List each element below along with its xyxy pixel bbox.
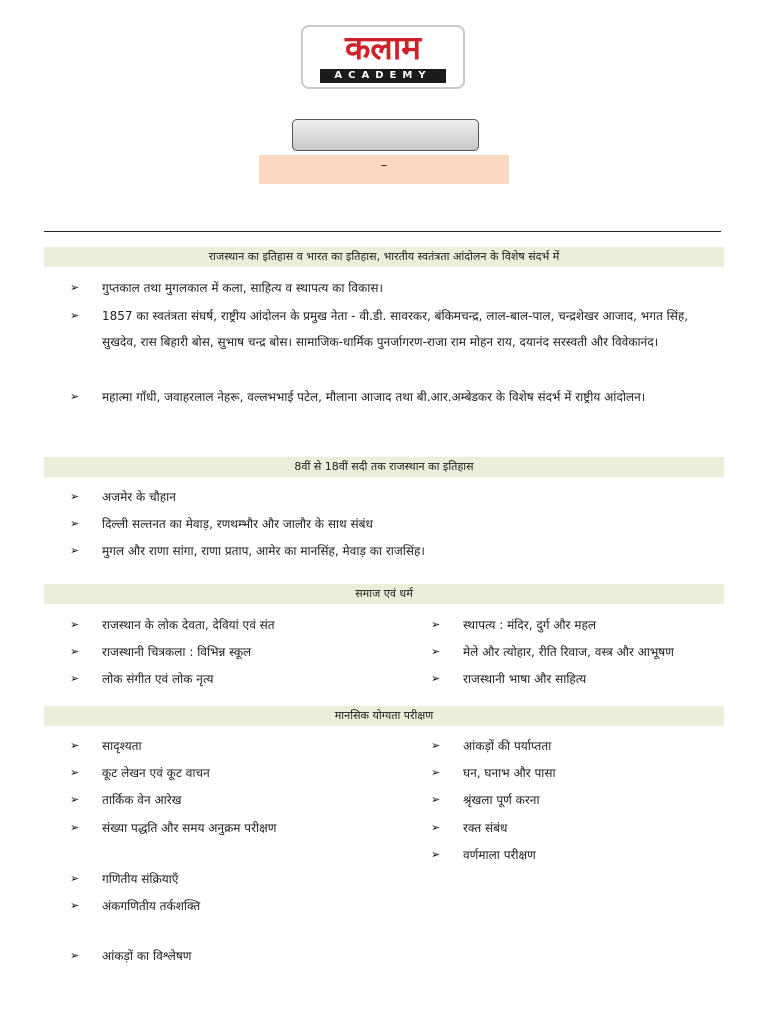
title-box: [292, 119, 479, 151]
section-header-society-religion: समाज एवं धर्म: [44, 584, 724, 604]
subtitle-box: [259, 155, 509, 184]
bullet-arrow-icon: ➢: [70, 281, 80, 294]
bullet-arrow-icon: ➢: [70, 821, 80, 834]
logo-main-text: कलाम: [345, 28, 421, 67]
bullet-arrow-icon: ➢: [70, 672, 80, 685]
bullet-arrow-icon: ➢: [70, 490, 80, 503]
academy-logo: [301, 25, 465, 89]
bullet-arrow-icon: ➢: [431, 618, 441, 631]
section-header-history: राजस्थान का इतिहास व भारत का इतिहास, भारतीय स्वतंत्रता आंदोलन के विशेष संदर्भ में: [44, 247, 724, 267]
bullet-arrow-icon: ➢: [70, 645, 80, 658]
bullet-arrow-icon: ➢: [70, 899, 80, 912]
subtitle-dash: –: [380, 158, 388, 173]
bullet-arrow-icon: ➢: [70, 618, 80, 631]
bullet-arrow-icon: ➢: [70, 793, 80, 806]
horizontal-divider: [44, 231, 721, 232]
bullet-arrow-icon: ➢: [431, 766, 441, 779]
bullet-arrow-icon: ➢: [431, 821, 441, 834]
bullet-arrow-icon: ➢: [70, 739, 80, 752]
bullet-arrow-icon: ➢: [70, 872, 80, 885]
bullet-arrow-icon: ➢: [70, 309, 80, 322]
bullet-arrow-icon: ➢: [70, 390, 80, 403]
logo-sub-text: ACADEMY: [320, 69, 446, 83]
bullet-arrow-icon: ➢: [70, 949, 80, 962]
bullet-arrow-icon: ➢: [431, 672, 441, 685]
bullet-arrow-icon: ➢: [70, 544, 80, 557]
bullet-arrow-icon: ➢: [431, 645, 441, 658]
bullet-arrow-icon: ➢: [431, 739, 441, 752]
section-header-rajasthan-history: 8वीं से 18वीं सदी तक राजस्थान का इतिहास: [44, 457, 724, 477]
bullet-arrow-icon: ➢: [431, 848, 441, 861]
section-header-mental-ability: मानसिक योग्यता परीक्षण: [44, 706, 724, 726]
bullet-arrow-icon: ➢: [70, 517, 80, 530]
bullet-arrow-icon: ➢: [431, 793, 441, 806]
bullet-arrow-icon: ➢: [70, 766, 80, 779]
